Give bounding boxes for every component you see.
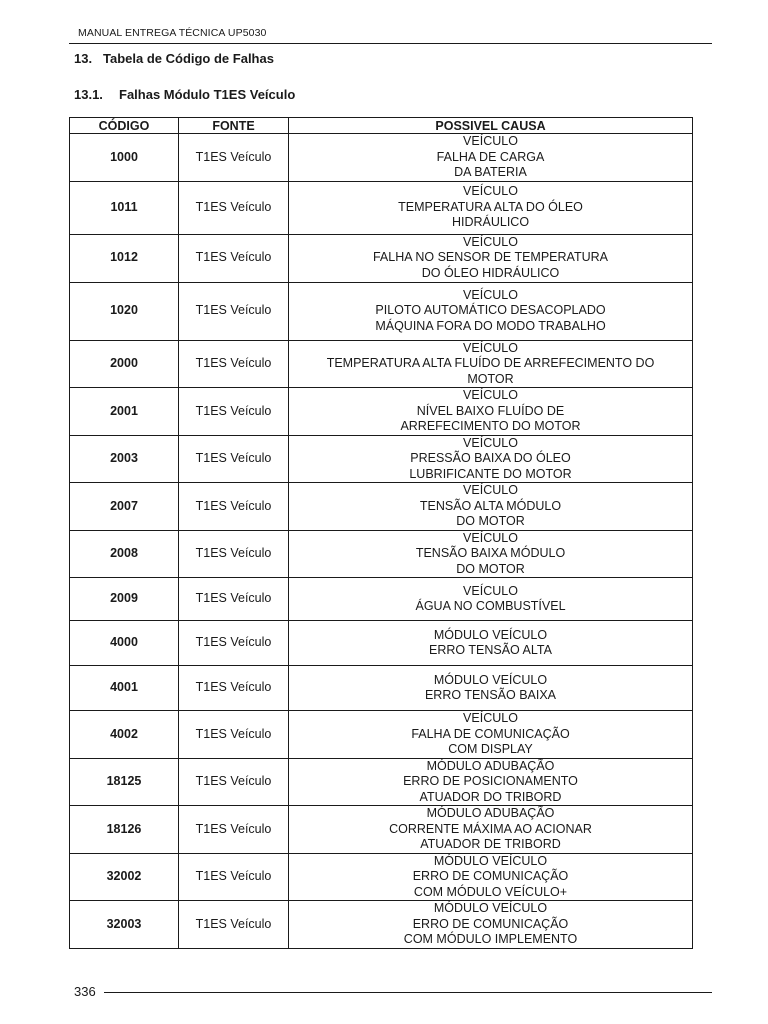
table-row xyxy=(70,578,693,621)
cause-line: TENSÃO ALTA MÓDULO xyxy=(419,498,562,513)
fault-source-cell: T1ES Veículo xyxy=(179,483,289,531)
cause-line: MÓDULO VEÍCULO xyxy=(433,672,548,687)
cause-line: TENSÃO BAIXA MÓDULO xyxy=(415,546,566,560)
fault-cause-cell xyxy=(289,758,693,806)
fault-code-cell: 1020 xyxy=(70,282,179,340)
cause-line: DO ÓLEO HIDRÁULICO xyxy=(421,265,560,280)
fault-source-cell: T1ES Veículo xyxy=(179,282,289,340)
header-divider xyxy=(69,43,712,44)
table-row xyxy=(70,282,693,340)
cause-line: VEÍCULO xyxy=(463,184,518,199)
table-row xyxy=(70,340,693,388)
table-row xyxy=(70,758,693,806)
cause-line: PILOTO AUTOMÁTICO DESACOPLADO xyxy=(375,303,606,318)
column-header-source: FONTE xyxy=(179,118,289,134)
cause-line: CORRENTE MÁXIMA AO ACIONAR xyxy=(389,821,592,836)
fault-code-cell: 2007 xyxy=(70,483,179,531)
cause-line: VEÍCULO xyxy=(463,530,518,545)
cause-line: MÓDULO ADUBAÇÃO xyxy=(426,758,555,773)
fault-code-cell: 18125 xyxy=(70,758,179,806)
fault-code-cell: 4000 xyxy=(70,621,179,666)
cause-line: COM MÓDULO IMPLEMENTO xyxy=(403,932,578,946)
fault-source-cell: T1ES Veículo xyxy=(179,388,289,436)
fault-source-cell: T1ES Veículo xyxy=(179,666,289,711)
fault-code-cell: 18126 xyxy=(70,806,179,854)
cause-line: VEÍCULO xyxy=(463,583,518,598)
fault-cause-cell xyxy=(289,666,693,711)
fault-cause-cell xyxy=(289,282,693,340)
cause-line: MÓDULO VEÍCULO xyxy=(433,901,548,915)
cause-line: MÓDULO VEÍCULO xyxy=(433,627,548,642)
fault-cause-cell xyxy=(289,853,693,901)
subsection-number: 13.1. xyxy=(74,87,103,102)
fault-code-cell: 32002 xyxy=(70,853,179,901)
fault-code-cell: 2008 xyxy=(70,530,179,578)
cause-line: VEÍCULO xyxy=(463,711,518,725)
table-row xyxy=(70,666,693,711)
cause-line: VEÍCULO xyxy=(463,287,518,302)
fault-cause-cell xyxy=(289,483,693,531)
section-title-text: Tabela de Código de Falhas xyxy=(103,51,274,66)
fault-code-cell: 32003 xyxy=(70,901,179,949)
fault-cause-cell xyxy=(289,388,693,436)
cause-line: COM DISPLAY xyxy=(448,742,533,756)
cause-line: VEÍCULO xyxy=(463,388,518,402)
fault-code-cell: 1000 xyxy=(70,134,179,182)
fault-code-cell: 2001 xyxy=(70,388,179,436)
document-header: MANUAL ENTREGA TÉCNICA UP5030 xyxy=(78,27,267,39)
fault-cause-cell xyxy=(289,711,693,759)
page-number: 336 xyxy=(74,984,96,999)
fault-code-cell: 4002 xyxy=(70,711,179,759)
table-row xyxy=(70,711,693,759)
cause-line: VEÍCULO xyxy=(463,234,518,249)
fault-source-cell: T1ES Veículo xyxy=(179,853,289,901)
cause-line: DA BATERIA xyxy=(454,165,527,179)
cause-line: HIDRÁULICO xyxy=(451,215,530,230)
cause-line: ARREFECIMENTO DO MOTOR xyxy=(400,419,581,433)
fault-cause-cell xyxy=(289,806,693,854)
table-row xyxy=(70,388,693,436)
cause-line: LUBRIFICANTE DO MOTOR xyxy=(409,466,572,481)
fault-cause-cell xyxy=(289,435,693,483)
cause-line: ATUADOR DO TRIBORD xyxy=(419,789,562,804)
fault-code-cell: 4001 xyxy=(70,666,179,711)
fault-source-cell: T1ES Veículo xyxy=(179,530,289,578)
fault-source-cell: T1ES Veículo xyxy=(179,711,289,759)
fault-source-cell: T1ES Veículo xyxy=(179,134,289,182)
fault-cause-cell xyxy=(289,530,693,578)
fault-source-cell: T1ES Veículo xyxy=(179,806,289,854)
cause-line: VEÍCULO xyxy=(463,483,518,497)
table-row xyxy=(70,483,693,531)
cause-line: FALHA DE CARGA xyxy=(436,149,545,164)
cause-line: ERRO DE POSICIONAMENTO xyxy=(403,774,578,788)
column-header-code: CÓDIGO xyxy=(70,118,179,134)
table-row xyxy=(70,530,693,578)
fault-code-cell: 2003 xyxy=(70,435,179,483)
cause-line: FALHA DE COMUNICAÇÃO xyxy=(411,726,570,741)
cause-line: MOTOR xyxy=(467,371,514,386)
fault-cause-cell xyxy=(289,134,693,182)
fault-cause-cell xyxy=(289,901,693,949)
fault-source-cell: T1ES Veículo xyxy=(179,234,289,282)
fault-code-cell: 1011 xyxy=(70,181,179,234)
fault-code-table xyxy=(69,117,693,949)
table-row xyxy=(70,234,693,282)
cause-line: ÁGUA NO COMBUSTÍVEL xyxy=(415,599,566,613)
fault-cause-cell xyxy=(289,181,693,234)
fault-source-cell: T1ES Veículo xyxy=(179,621,289,666)
fault-source-cell: T1ES Veículo xyxy=(179,181,289,234)
column-header-cause: POSSIVEL CAUSA xyxy=(289,118,693,134)
cause-line: MÓDULO VEÍCULO xyxy=(433,853,548,868)
subsection-title xyxy=(74,87,295,102)
fault-source-cell: T1ES Veículo xyxy=(179,758,289,806)
cause-line: TEMPERATURA ALTA DO ÓLEO xyxy=(398,199,583,214)
section-number: 13. xyxy=(74,51,93,66)
cause-line: FALHA NO SENSOR DE TEMPERATURA xyxy=(372,250,608,265)
fault-cause-cell xyxy=(289,621,693,666)
fault-source-cell: T1ES Veículo xyxy=(179,340,289,388)
fault-code-cell: 2000 xyxy=(70,340,179,388)
table-row xyxy=(70,435,693,483)
footer-divider xyxy=(104,992,712,993)
table-row xyxy=(70,901,693,949)
fault-cause-cell xyxy=(289,234,693,282)
cause-line: ATUADOR DE TRIBORD xyxy=(420,837,561,851)
cause-line: ERRO DE COMUNICAÇÃO xyxy=(412,869,569,883)
cause-line: VEÍCULO xyxy=(463,340,518,355)
table-row xyxy=(70,621,693,666)
fault-cause-cell xyxy=(289,340,693,388)
fault-code-cell: 1012 xyxy=(70,234,179,282)
cause-line: DO MOTOR xyxy=(456,514,525,528)
cause-line: VEÍCULO xyxy=(463,134,518,148)
cause-line: PRESSÃO BAIXA DO ÓLEO xyxy=(410,451,571,465)
table-header-row xyxy=(70,118,693,134)
cause-line: MÓDULO ADUBAÇÃO xyxy=(426,806,555,820)
cause-line: ERRO TENSÃO ALTA xyxy=(429,643,552,657)
table-row xyxy=(70,134,693,182)
fault-cause-cell xyxy=(289,578,693,621)
cause-line: DO MOTOR xyxy=(456,561,525,576)
fault-code-cell: 2009 xyxy=(70,578,179,621)
cause-line: COM MÓDULO VEÍCULO+ xyxy=(413,884,568,899)
table-row xyxy=(70,181,693,234)
section-title xyxy=(74,51,274,66)
cause-line: NÍVEL BAIXO FLUÍDO DE xyxy=(416,403,565,418)
cause-line: TEMPERATURA ALTA FLUÍDO DE ARREFECIMENTO DO xyxy=(326,356,655,370)
cause-line: ERRO DE COMUNICAÇÃO xyxy=(412,916,569,931)
table-row xyxy=(70,853,693,901)
subsection-title-text: Falhas Módulo T1ES Veículo xyxy=(119,87,296,102)
cause-line: ERRO TENSÃO BAIXA xyxy=(424,688,557,702)
cause-line: MÁQUINA FORA DO MODO TRABALHO xyxy=(375,318,606,333)
cause-line: VEÍCULO xyxy=(463,435,518,450)
table-row xyxy=(70,806,693,854)
fault-source-cell: T1ES Veículo xyxy=(179,435,289,483)
fault-source-cell: T1ES Veículo xyxy=(179,578,289,621)
fault-source-cell: T1ES Veículo xyxy=(179,901,289,949)
